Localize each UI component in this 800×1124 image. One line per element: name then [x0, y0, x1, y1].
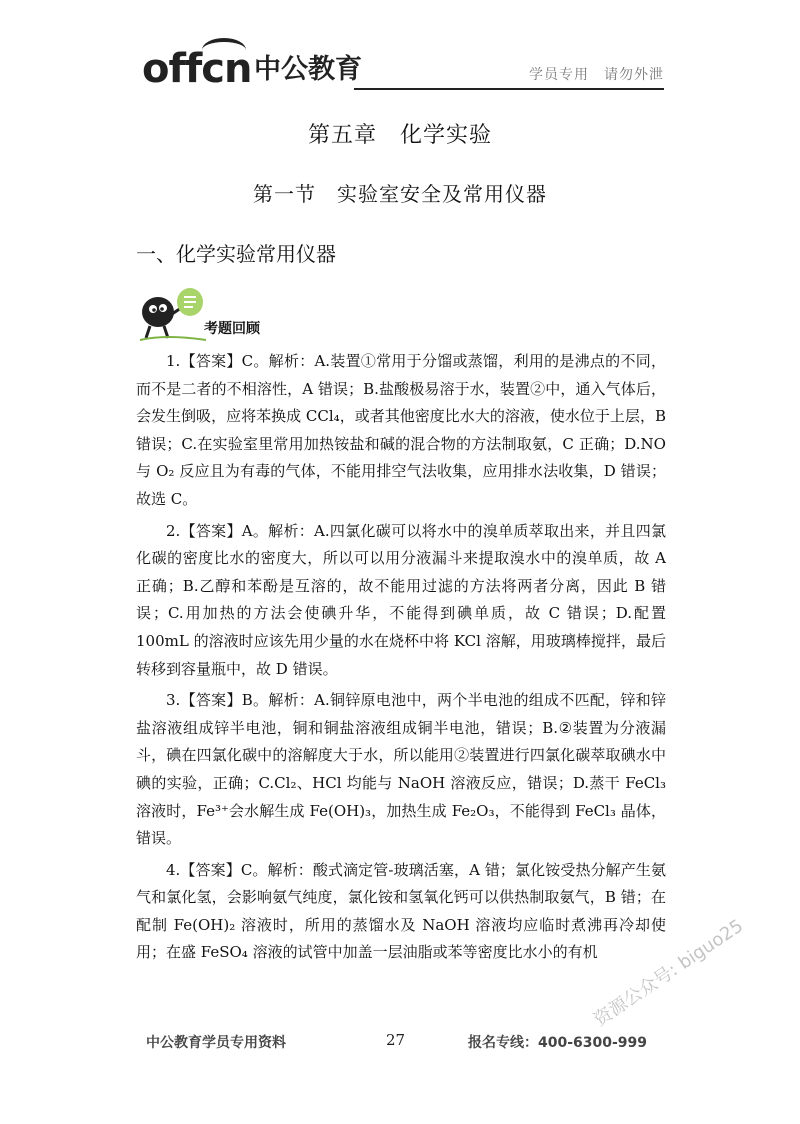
page-number: 27: [386, 1031, 406, 1049]
offcn-logo: [142, 46, 251, 92]
watermark: 资源公众号: biguo25: [590, 915, 748, 1031]
logo-arc-icon: [202, 38, 246, 62]
logo-text: offcn: [142, 46, 252, 92]
review-label: 考题回顾: [204, 321, 260, 337]
logo-chinese-name: 中公教育: [254, 54, 362, 85]
header-rule: [354, 88, 664, 90]
subsection-title: 一、化学实验常用仪器: [136, 242, 336, 266]
footer-left: 中公教育学员专用资料: [146, 1035, 286, 1051]
answer-paragraph: 1.【答案】C。解析：A.装置①常用于分馏或蒸馏，利用的是沸点的不同，而不是二者的不相溶性，A 错误；B.盐酸极易溶于水，装置②中，通入气体后，会发生倒吸，应将苯换成 CCl₄，或者其他密度比水大的溶液，使水位于上层，B 错误；C.在实验室里常用加热铵盐和碱的混合物的方法制取氨，C 正确；D.NO 与 O₂ 反应且为有毒的气体，不能用排空气法收集，应用排水法收集，D 错误；故选 C。: [136, 352, 666, 508]
section-title: 第一节 实验室安全及常用仪器: [253, 182, 547, 206]
answer-paragraph: 3.【答案】B。解析：A.铜锌原电池中，两个半电池的组成不匹配，锌和锌盐溶液组成锌半电池，铜和铜盐溶液组成铜半电池，错误；B.②装置为分液漏斗，碘在四氯化碳中的溶解度大于水，所以能用②装置进行四氯化碳萃取碘水中碘的实验，正确；C.Cl₂、HCl 均能与 NaOH 溶液反应，错误；D.蒸干 FeCl₃ 溶液时，Fe³⁺会水解生成 Fe(OH)₃，加热生成 Fe₂O₃，不能得到 FeCl₃ 晶体，错误。: [136, 691, 666, 848]
header-notice: 学员专用 请勿外泄: [529, 67, 664, 83]
page-header: [142, 46, 664, 92]
footer-hotline: 报名专线：400-6300-999: [468, 1035, 648, 1051]
answer-body: [136, 348, 666, 971]
answer-paragraph: 4.【答案】C。解析：酸式滴定管-玻璃活塞，A 错；氯化铵受热分解产生氨气和氯化氢，会影响氨气纯度，氯化铵和氢氧化钙可以供热制取氨气，B 错；在配制 Fe(OH)₂ 溶液时，所用的蒸馏水及 NaOH 溶液均应临时煮沸再冷却使用；在盛 FeSO₄ 溶液的试管中加盖一层油脂或苯等密度比水小的有机: [136, 860, 666, 962]
chapter-title: 第五章 化学实验: [307, 123, 492, 148]
answer-paragraph: 2.【答案】A。解析：A.四氯化碳可以将水中的溴单质萃取出来，并且四氯化碳的密度比水的密度大，所以可以用分液漏斗来提取溴水中的溴单质，故 A 正确；B.乙醇和苯酚是互溶的，故不能用过滤的方法将两者分离，因此 B 错误；C.用加热的方法会使碘升华，不能得到碘单质，故 C 错误；D.配置 100mL 的溶液时应该先用少量的水在烧杯中将 KCl 溶解，用玻璃棒搅拌，最后转移到容量瓶中，故 D 错误。: [136, 521, 666, 678]
mascot-icon: [136, 284, 210, 344]
